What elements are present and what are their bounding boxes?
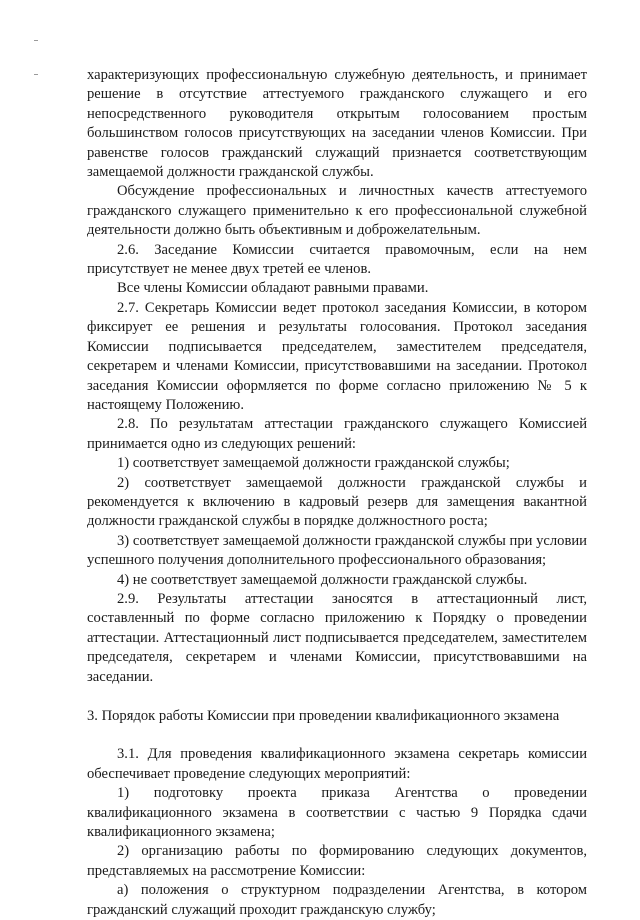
list-item-measure-1: 1) подготовку проекта приказа Агентства о проведении квалификационного экзамена в соответствии с частью 9 Порядка сдачи квалификационного экзамена; (87, 785, 587, 841)
list-item-measure-2: 2) организацию работы по формированию следующих документов, представляемых на рассмотрение Комиссии: (87, 843, 587, 879)
paragraph-2-7: 2.7. Секретарь Комиссии ведет протокол заседания Комиссии, в котором фиксирует ее решения и результаты голосования. Протокол заседания Комиссии подписывается председателем, заместителем председателя, секретарем и членами Комиссии, присутствовавшими на заседании. Протокол заседания Комиссии оформляется по форме согласно приложению № 5 к настоящему Положению. (87, 299, 587, 413)
paragraph-2-9: 2.9. Результаты аттестации заносятся в аттестационный лист, составленный по форме согласно приложению к Порядку о проведении аттестации. Аттестационный лист подписывается председателем, заместителем председателя, секретарем и членами Комиссии, присутствовавшими на заседании. (87, 590, 587, 685)
scan-mark (34, 40, 38, 41)
scan-mark (34, 74, 38, 75)
document-body (87, 66, 587, 920)
paragraph-continuation: характеризующих профессиональную служебную деятельность, и принимает решение в отсутствие аттестуемого гражданского служащего и его непосредственного руководителя открытым голосованием простым большинством голосов присутствующих на заседании членов Комиссии. При равенстве голосов гражданский служащий признается соответствующим замещаемой должности гражданской службы. (87, 67, 587, 181)
paragraph-2-8: 2.8. По результатам аттестации гражданского служащего Комиссией принимается одно из следующих решений: (87, 416, 587, 452)
list-item-document-a: а) положения о структурном подразделении Агентства, в котором гражданский служащий проходит гражданскую службу; (87, 882, 587, 918)
paragraph-equal-rights: Все члены Комиссии обладают равными правами. (117, 280, 429, 297)
paragraph-3-1: 3.1. Для проведения квалификационного экзамена секретарь комиссии обеспечивает проведение следующих мероприятий: (87, 746, 587, 782)
list-item-decision-2: 2) соответствует замещаемой должности гражданской службы и рекомендуется к включению в кадровый резерв для замещения вакантной должности гражданской службы в порядке должностного роста; (87, 474, 587, 530)
list-item-decision-1: 1) соответствует замещаемой должности гражданской службы; (117, 455, 510, 472)
paragraph-2-6: 2.6. Заседание Комиссии считается правомочным, если на нем присутствует не менее двух третей ее членов. (87, 241, 587, 278)
section-heading: 3. Порядок работы Комиссии при проведении квалификационного экзамена (87, 708, 560, 724)
list-item-decision-4: 4) не соответствует замещаемой должности гражданской службы. (117, 571, 528, 588)
list-item-decision-3: 3) соответствует замещаемой должности гражданской службы при условии успешного получения дополнительного профессионального образования; (87, 532, 587, 569)
paragraph-discussion: Обсуждение профессиональных и личностных качеств аттестуемого гражданского служащего применительно к его профессиональной служебной деятельности должно быть объективным и доброжелательным. (87, 183, 587, 239)
